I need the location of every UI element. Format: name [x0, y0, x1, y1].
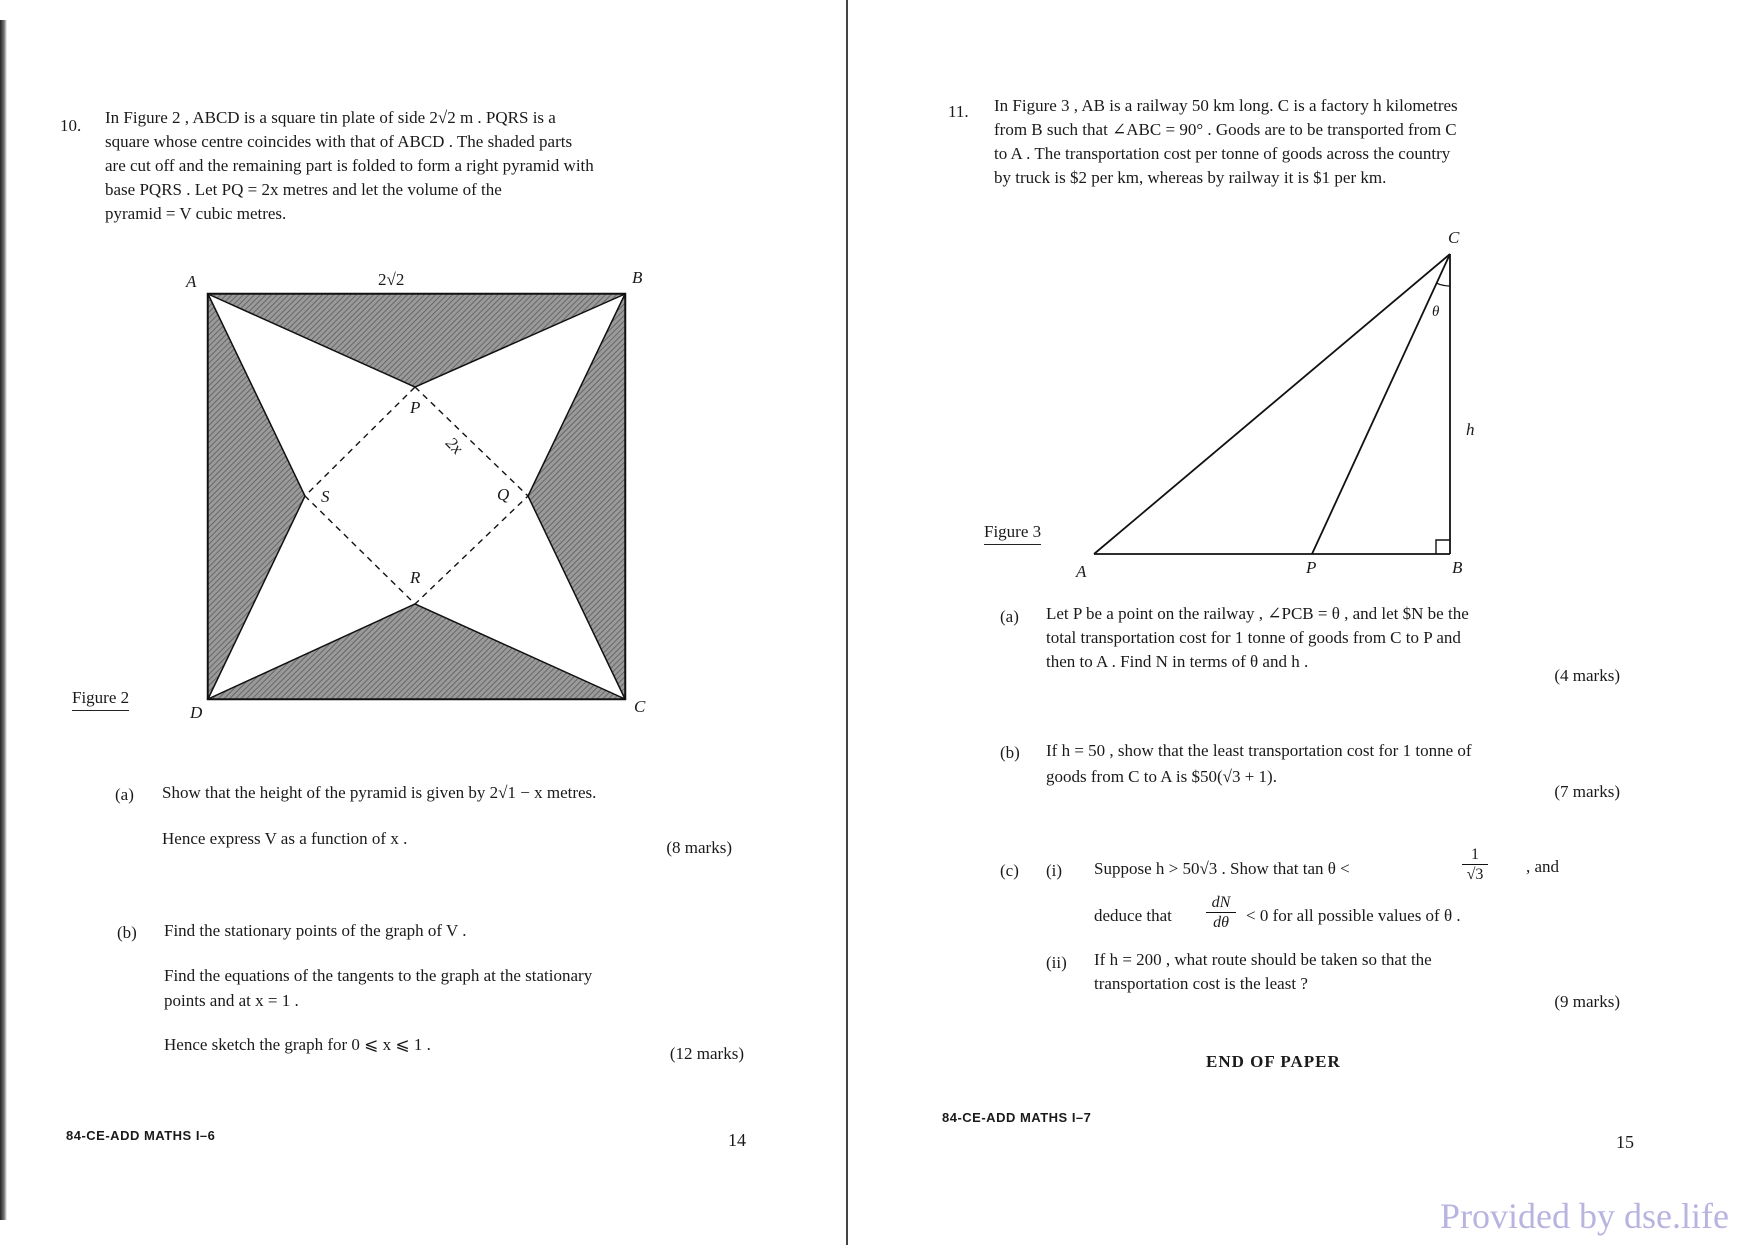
- q10-line: base PQRS . Let PQ = 2x metres and let the volume of the: [105, 180, 502, 199]
- q11c-ii-label: (ii): [1046, 953, 1067, 972]
- q11-line: from B such that ∠ABC = 90° . Goods are to be transported from C: [994, 120, 1457, 139]
- q10a-line2: Hence express V as a function of x .: [162, 829, 408, 848]
- line-pc: [1312, 254, 1450, 554]
- figure-2: [0, 0, 846, 760]
- label-p: P: [410, 398, 421, 417]
- right-angle-mark: [1436, 540, 1450, 554]
- q10b-line1: Find the stationary points of the graph of V .: [164, 921, 467, 940]
- label-r: R: [410, 568, 421, 587]
- q11b-line: If h = 50 , show that the least transportation cost for 1 tonne of: [1046, 741, 1472, 760]
- q11c-i-line1-end: , and: [1526, 857, 1560, 876]
- label-h: h: [1466, 420, 1475, 439]
- footer-code-right: 84-CE-ADD MATHS I–7: [942, 1110, 1092, 1125]
- q10-line: pyramid = V cubic metres.: [105, 204, 287, 223]
- angle-theta-arc: [1437, 283, 1450, 286]
- q11a-marks: (4 marks): [1554, 666, 1620, 685]
- q11b-label: (b): [1000, 743, 1020, 762]
- label-c: C: [634, 697, 646, 716]
- q10b-marks: (12 marks): [669, 1044, 744, 1063]
- q11c-i-label: (i): [1046, 861, 1063, 880]
- page-number-right: 15: [1616, 1132, 1634, 1152]
- label-c: C: [1448, 228, 1460, 247]
- q10-number: 10.: [60, 116, 82, 135]
- label-2x: 2x: [441, 433, 467, 459]
- q10a-label: (a): [115, 785, 134, 804]
- q11-line: by truck is $2 per km, whereas by railway it is $1 per km.: [994, 168, 1387, 187]
- label-a: A: [186, 272, 197, 291]
- deriv-denominator: dθ: [1213, 914, 1229, 931]
- frac-denominator: √3: [1466, 866, 1484, 883]
- q11b-marks: (7 marks): [1554, 782, 1620, 801]
- q11-number: 11.: [948, 102, 969, 121]
- q11a-line: then to A . Find N in terms of θ and h .: [1046, 652, 1309, 671]
- label-q: Q: [497, 485, 510, 504]
- q11-line: In Figure 3 , AB is a railway 50 km long. C is a factory h kilometres: [994, 96, 1458, 115]
- q11c-label: (c): [1000, 861, 1019, 880]
- deriv-numerator: dN: [1206, 894, 1236, 913]
- q11c-i-line2-start: deduce that: [1094, 906, 1172, 925]
- q10a-marks: (8 marks): [666, 838, 732, 857]
- q10b-line3: points and at x = 1 .: [164, 991, 299, 1010]
- end-of-paper: END OF PAPER: [1206, 1052, 1341, 1071]
- q11a-line: Let P be a point on the railway , ∠PCB = θ , and let $N be the: [1046, 604, 1469, 623]
- label-d: D: [190, 703, 203, 722]
- label-b: B: [1452, 558, 1463, 577]
- figure-3: [846, 0, 1546, 600]
- label-s: S: [321, 487, 330, 506]
- q10b-label: (b): [117, 923, 137, 942]
- q11b-line: goods from C to A is $50(√3 + 1).: [1046, 767, 1277, 786]
- q11c-i-line1: Suppose h > 50√3 . Show that tan θ <: [1094, 859, 1350, 878]
- q11-line: to A . The transportation cost per tonne of goods across the country: [994, 144, 1451, 163]
- q10a-line1: Show that the height of the pyramid is given by 2√1 − x metres.: [162, 783, 597, 802]
- q11c-ii-line: transportation cost is the least ?: [1094, 974, 1308, 993]
- q10b-line4: Hence sketch the graph for 0 ⩽ x ⩽ 1 .: [164, 1035, 431, 1054]
- line-ac: [1094, 254, 1450, 554]
- label-a: A: [1076, 562, 1087, 581]
- fraction-one-over-root3: [1462, 846, 1488, 885]
- q10-line: are cut off and the remaining part is folded to form a right pyramid with: [105, 156, 594, 175]
- figure-2-caption: Figure 2: [72, 688, 129, 711]
- label-p: P: [1306, 558, 1317, 577]
- q11c-ii-line: If h = 200 , what route should be taken so that the: [1094, 950, 1432, 969]
- label-b: B: [632, 268, 643, 287]
- frac-numerator: 1: [1462, 846, 1488, 865]
- q11a-line: total transportation cost for 1 tonne of goods from C to P and: [1046, 628, 1461, 647]
- page-number-left: 14: [728, 1130, 746, 1150]
- q11c-ii-text: [1094, 948, 1634, 996]
- q11a-label: (a): [1000, 607, 1019, 626]
- q11a-text: [1046, 602, 1646, 674]
- fraction-dn-dtheta: [1206, 894, 1236, 933]
- q11c-marks: (9 marks): [1554, 992, 1620, 1011]
- q10-line: square whose centre coincides with that of ABCD . The shaded parts: [105, 132, 573, 151]
- q10-line: In Figure 2 , ABCD is a square tin plate of side 2√2 m . PQRS is a: [105, 108, 556, 127]
- label-side-length: 2√2: [378, 270, 405, 289]
- watermark: Provided by dse.life: [1440, 1196, 1729, 1236]
- q11c-i-line2-end: < 0 for all possible values of θ .: [1246, 906, 1461, 925]
- q10b-line2: Find the equations of the tangents to the graph at the stationary: [164, 966, 593, 985]
- label-theta: θ: [1432, 304, 1440, 320]
- figure-3-caption: Figure 3: [984, 522, 1041, 545]
- footer-code-left: 84-CE-ADD MATHS I–6: [66, 1128, 216, 1143]
